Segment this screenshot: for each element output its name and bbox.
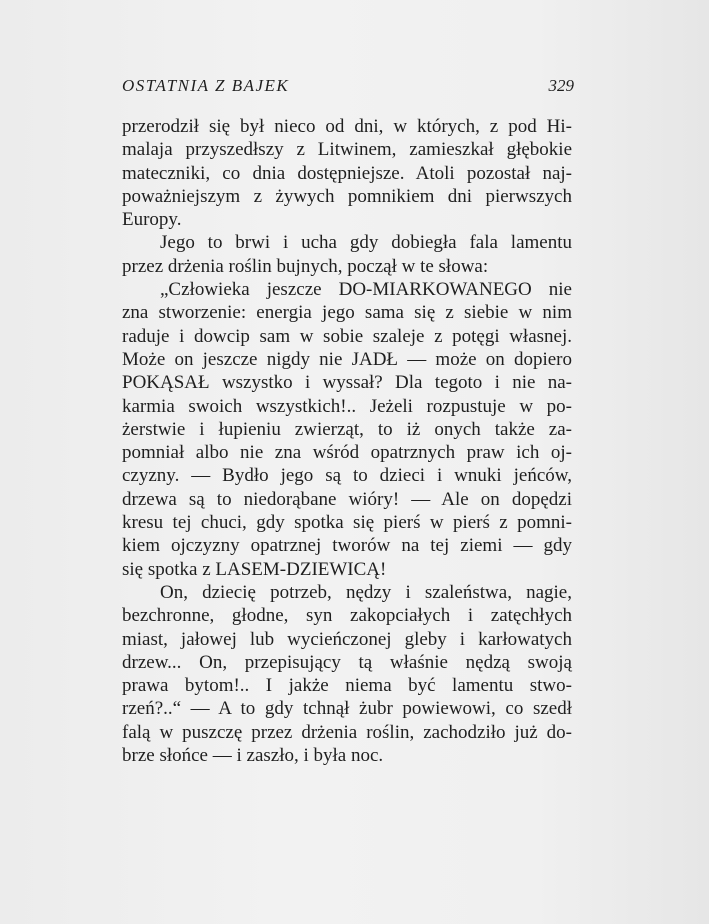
text-line: bezchronne, głodne, syn zakopciałych i zatęchłych bbox=[122, 605, 572, 627]
text-line: kresu tej chuci, gdy spotka się pierś w pierś z pomni- bbox=[122, 512, 572, 534]
text-line: zna stworzenie: energia jego sama się z siebie w nim bbox=[122, 302, 572, 324]
text-line: „Człowieka jeszcze DO-MIARKOWANEGO nie bbox=[160, 279, 572, 301]
text-line: Jego to brwi i ucha gdy dobiegła fala lamentu bbox=[160, 232, 572, 254]
text-line: On, dziecię potrzeb, nędzy i szaleństwa, nagie, bbox=[160, 581, 572, 603]
text-line: falą w puszczę przez drżenia roślin, zachodziło już do- bbox=[122, 721, 572, 743]
text-line: drzew... On, przepisujący tą właśnie nędzą swoją bbox=[122, 651, 572, 673]
text-line: prawa bytom!.. I jakże niema być lamentu stwo- bbox=[122, 675, 572, 697]
running-title: OSTATNIA Z BAJEK bbox=[122, 76, 290, 95]
text-line: się spotka z LASEM-DZIEWICĄ! bbox=[122, 558, 387, 580]
text-line: Europy. bbox=[122, 209, 182, 231]
text-line: POKĄSAŁ wszystko i wyssał? Dla tegoto i nie na- bbox=[122, 372, 572, 394]
text-line: brze słońce — i zaszło, i była noc. bbox=[122, 745, 384, 767]
page-number: 329 bbox=[548, 76, 574, 95]
text-line: drzewa są to niedorąbane wióry! — Ale on dopędzi bbox=[122, 488, 572, 510]
text-line: karmia swoich wszystkich!.. Jeżeli rozpustuje w po- bbox=[122, 395, 572, 417]
text-line: przez drżenia roślin bujnych, począł w te słowa: bbox=[122, 255, 489, 277]
body-text bbox=[122, 115, 572, 767]
text-line: raduje i dowcip sam w sobie szaleje z potęgi własnej. bbox=[122, 325, 572, 347]
text-line: pomniał albo nie zna wśród opatrznych praw ich oj- bbox=[122, 442, 572, 464]
text-line: rzeń?..“ — A to gdy tchnął żubr powiewowi, co szedł bbox=[122, 698, 572, 720]
text-line: poważniejszym z żywych pomnikiem dni pierwszych bbox=[122, 185, 572, 207]
text-line: malaja przyszedłszy z Litwinem, zamieszkał głębokie bbox=[122, 139, 572, 161]
text-line: żerstwie i łupieniu zwierząt, to iż onych także za- bbox=[122, 418, 572, 440]
running-header bbox=[122, 76, 574, 100]
text-line: czyzny. — Bydło jego są to dzieci i wnuki jeńców, bbox=[122, 465, 572, 487]
text-line: kiem ojczyzny opatrznej tworów na tej ziemi — gdy bbox=[122, 535, 572, 557]
text-line: przerodził się był nieco od dni, w których, z pod Hi- bbox=[122, 116, 572, 137]
text-line: Może on jeszcze nigdy nie JADŁ — może on dopiero bbox=[122, 348, 572, 370]
text-line: miast, jałowej lub wycieńczonej gleby i karłowatych bbox=[122, 628, 572, 650]
text-line: mateczniki, co dnia dostępniejsze. Atoli pozostał naj- bbox=[122, 162, 572, 184]
